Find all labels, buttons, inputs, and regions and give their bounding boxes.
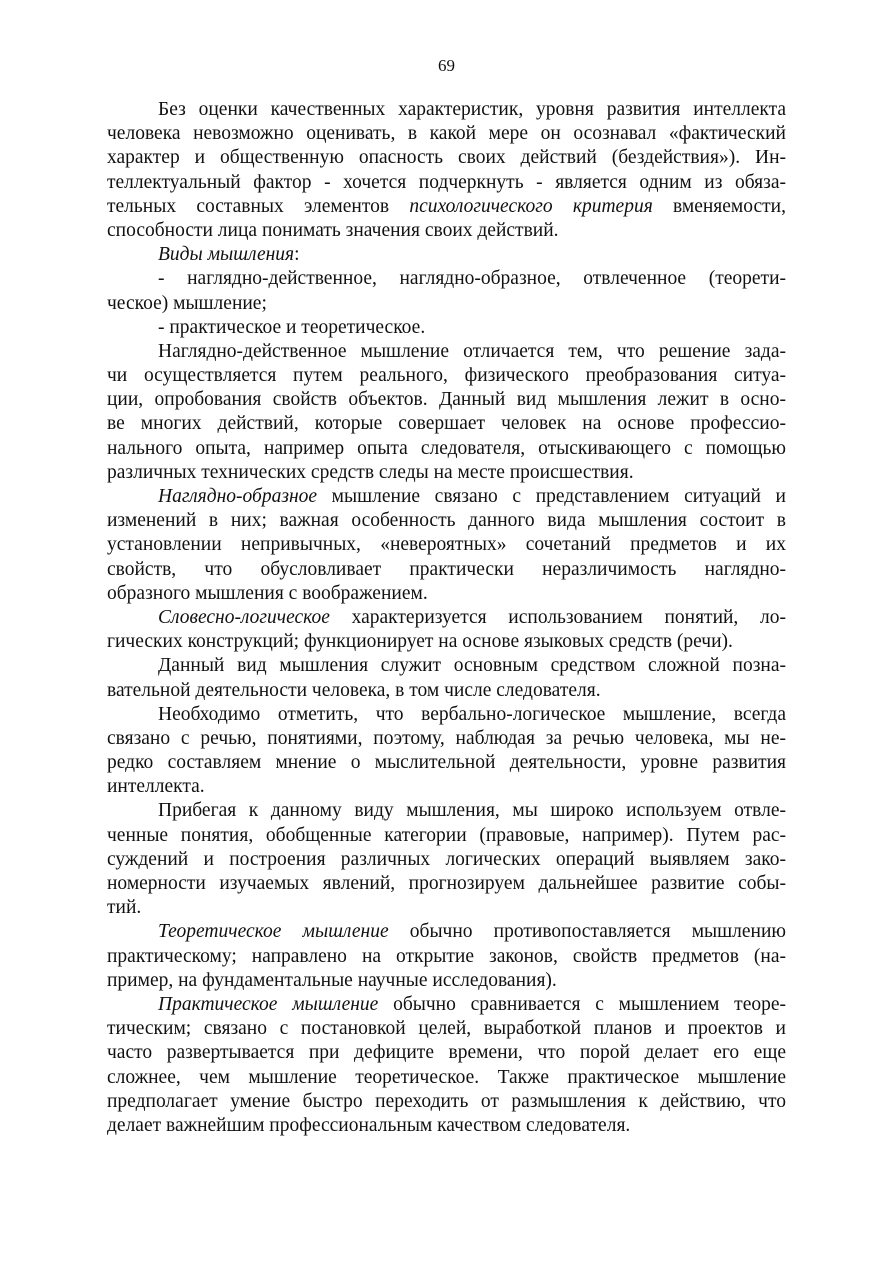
text-line: ве многих действий, которые совершает человек на основе профессио-: [107, 413, 786, 435]
text-line: делает важнейшим профессиональным качеством следователя.: [107, 1114, 631, 1136]
italic-term: Наглядно-образное: [158, 486, 318, 507]
text-line: тическим; связано с постановкой целей, выработкой планов и проектов и: [107, 1018, 786, 1040]
text-line: редко составляем мнение о мыслительной деятельности, уровне развития: [107, 752, 786, 774]
text-line: тий.: [107, 897, 142, 919]
text-line: [107, 993, 786, 1017]
text-line: [107, 485, 786, 509]
italic-term: Виды мышления: [158, 244, 295, 266]
italic-term: Практическое мышление: [158, 993, 379, 1015]
text-run: тельных составных элементов: [107, 195, 410, 217]
text-run: характеризуется использованием понятий, ло-: [329, 606, 786, 628]
text-line: суждений и построения различных логических операций выявляем зако-: [107, 848, 786, 870]
text-line: способности лица понимать значения своих действий.: [107, 219, 559, 241]
text-line: часто развертывается при дефиците времени, что порой делает его еще: [107, 1042, 786, 1064]
text-line: теллектуальный фактор - хочется подчеркнуть - является одним из обяза-: [107, 171, 786, 193]
text-line: Без оценки качественных характеристик, уровня развития интеллекта: [158, 99, 786, 120]
text-line: ции, опробования свойств объектов. Данный вид мышления лежит в осно-: [107, 389, 786, 411]
text-line: номерности изучаемых явлений, прогнозируем дальнейшее развитие собы-: [107, 873, 786, 894]
text-run: :: [294, 244, 300, 266]
text-run: мышление связано с представлением ситуаций и: [317, 486, 786, 507]
text-line: нального опыта, например опыта следователя, отыскивающего с помощью: [107, 437, 786, 459]
text-line: - практическое и теоретическое.: [158, 316, 426, 338]
text-run: обычно противопоставляется мышлению: [388, 921, 786, 943]
text-line: свойств, что обусловливает практически неразличимость наглядно-: [107, 558, 786, 580]
text-line: различных технических средств следы на месте происшествия.: [107, 461, 634, 483]
text-line: практическому; направлено на открытие законов, свойств предметов (на-: [107, 945, 786, 967]
text-line: сложнее, чем мышление теоретическое. Также практическое мышление: [107, 1066, 786, 1088]
text-line: пример, на фундаментальные научные исследования).: [107, 969, 557, 991]
page-number: 69: [438, 56, 455, 75]
body-text: [107, 98, 786, 1138]
text-line: гических конструкций; функционирует на основе языковых средств (речи).: [107, 631, 733, 653]
text-line: [107, 195, 786, 219]
text-line: изменений в них; важная особенность данного вида мышления состоит в: [107, 510, 786, 532]
text-line: Данный вид мышления служит основным средством сложной позна-: [158, 655, 786, 677]
italic-term: Словесно-логическое: [158, 606, 330, 628]
text-line: ческое) мышление;: [107, 292, 267, 314]
italic-term: Теоретическое мышление: [158, 921, 389, 943]
text-line: характер и общественную опасность своих действий (бездействия»). Ин-: [107, 147, 786, 169]
italic-term: психологического критерия: [409, 195, 653, 217]
text-line: интеллекта.: [107, 776, 205, 798]
text-line: ченные понятия, обобщенные категории (правовые, например). Путем рас-: [107, 824, 786, 846]
text-run: обычно сравнивается с мышлением теоре-: [378, 993, 786, 1015]
text-line: [107, 606, 786, 630]
text-line: установлении непривычных, «невероятных» сочетаний предметов и их: [107, 534, 786, 556]
text-line: [107, 243, 786, 267]
text-line: Наглядно-действенное мышление отличается тем, что решение зада-: [158, 340, 786, 362]
text-line: - наглядно-действенное, наглядно-образное, отвлеченное (теорети-: [158, 268, 786, 290]
text-line: человека невозможно оценивать, в какой мере он осознавал «фактический: [107, 123, 786, 145]
text-line: предполагает умение быстро переходить от размышления к действию, что: [107, 1090, 786, 1112]
text-line: Необходимо отметить, что вербально-логическое мышление, всегда: [158, 703, 786, 725]
text-line: Прибегая к данному виду мышления, мы широко используем отвле-: [158, 800, 786, 822]
text-run: вменяемости,: [652, 195, 786, 217]
text-line: вательной деятельности человека, в том числе следователя.: [107, 679, 601, 701]
text-line: связано с речью, понятиями, поэтому, наблюдая за речью человека, мы не-: [107, 727, 786, 749]
text-line: чи осуществляется путем реального, физического преобразования ситуа-: [107, 365, 786, 387]
text-line: [107, 920, 786, 944]
text-line: образного мышления с воображением.: [107, 582, 428, 604]
